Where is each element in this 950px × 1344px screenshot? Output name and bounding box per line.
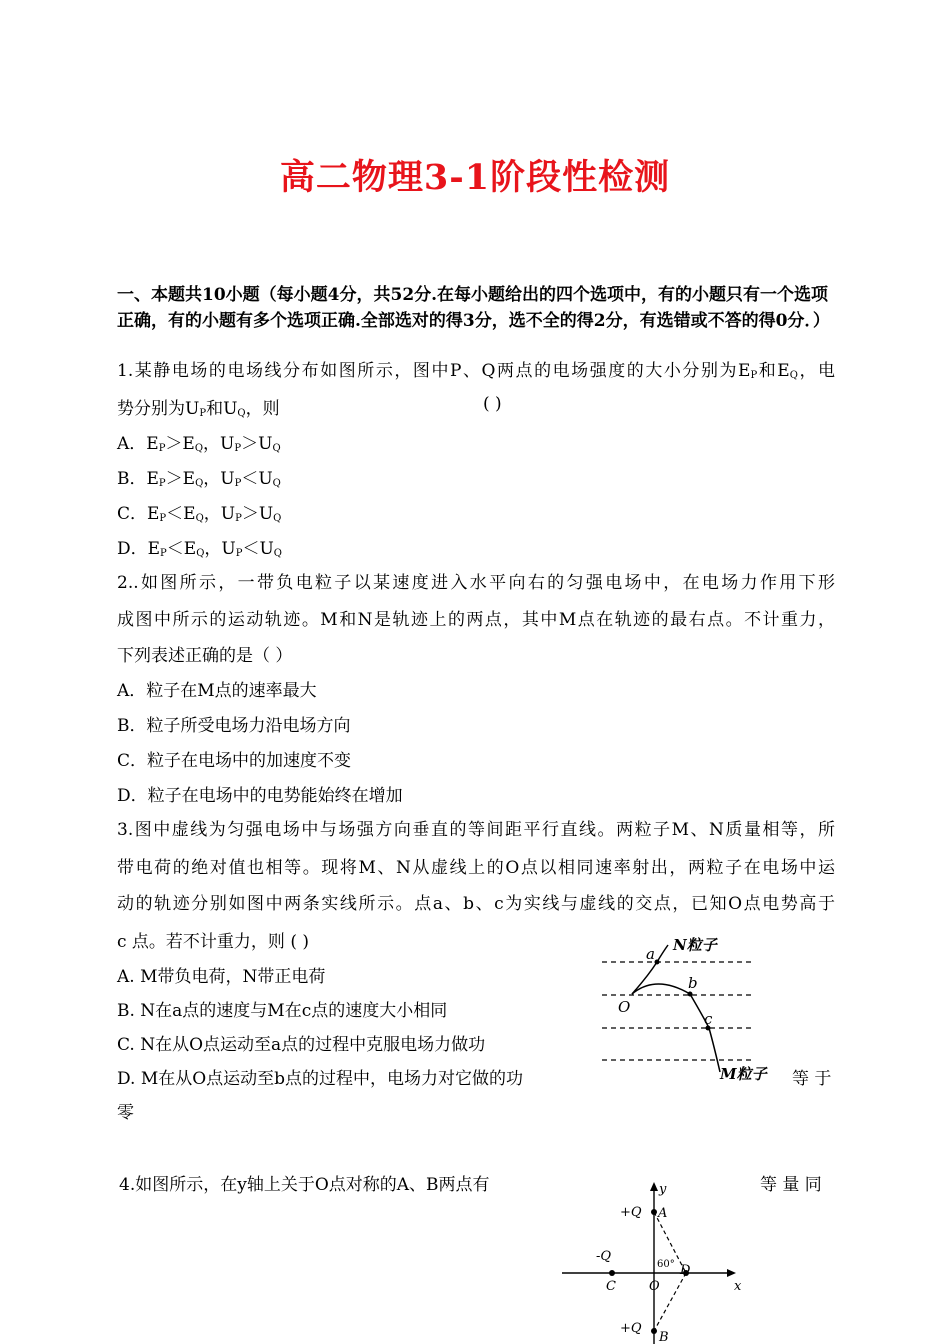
section-instructions: 一、本题共10小题（每小题4分，共52分.在每小题给出的四个选项中，有的小题只有一个选项正确，有的小题有多个选项正确.全部选对的得3分，选不全的得2分，有选错或不答的得0分．）	[117, 285, 830, 331]
q3-option-c: C. N在从O点运动至a点的过程中克服电场力做功	[117, 1035, 486, 1055]
label-o: O	[649, 1279, 660, 1294]
q3-option-d: D. M在从O点运动至b点的过程中，电场力对它做的功	[117, 1069, 524, 1089]
q2-option-a: A．粒子在M点的速率最大	[117, 681, 317, 701]
point-a	[655, 960, 660, 965]
q2-option-b: B．粒子所受电场力沿电场方向	[117, 716, 351, 736]
q3-line1: 3.图中虚线为匀强电场中与场强方向垂直的等间距平行直线。两粒子M、N质量相等，所	[117, 820, 835, 840]
charge-b	[651, 1328, 657, 1334]
point-b	[688, 992, 693, 997]
q1-option-c: C．$E_P<E_Q$，$U_P>U_Q$	[117, 504, 282, 524]
q1-answer-bracket: ( )	[483, 394, 502, 414]
q2-line3: 下列表述正确的是（ ）	[117, 646, 293, 666]
label-b: B	[659, 1330, 669, 1344]
q3-option-b: B. N在a点的速度与M在c点的速度大小相同	[117, 1001, 448, 1021]
label-o: O	[618, 998, 631, 1016]
q2-option-d: D．粒子在电场中的电势能始终在增加	[117, 786, 403, 806]
label-minus-q: -Q	[596, 1249, 612, 1264]
q2-line2: 成图中所示的运动轨迹。M和N是轨迹上的两点，其中M点在轨迹的最右点。不计重力，	[117, 610, 835, 630]
q1-option-a: A．$E_P>E_Q$，$U_P>U_Q$	[117, 434, 281, 454]
label-plus-q-top: +Q	[620, 1205, 642, 1220]
label-m-particle: M粒子	[720, 1065, 767, 1083]
q1-option-b: B．$E_P>E_Q$，$U_P<U_Q$	[117, 469, 281, 489]
q3-line2: 带电荷的绝对值也相等。现将M、N从虚线上的O点以相同速率射出，两粒子在电场中运	[117, 858, 835, 878]
q3-option-a: A. M带负电荷，N带正电荷	[117, 967, 326, 987]
label-a: A	[658, 1206, 668, 1221]
q3-line4: c 点。若不计重力，则 ( )	[117, 932, 309, 952]
label-c: C	[606, 1279, 616, 1294]
q1-line2: 势分别为$U_P$和$U_Q$，则	[117, 399, 280, 419]
q4-charge-figure	[558, 1180, 758, 1344]
q3-line3: 动的轨迹分别如图中两条实线所示。点a、b、c为实线与虚线的交点，已知O点电势高于	[117, 894, 835, 914]
label-angle: 60°	[657, 1259, 675, 1270]
label-b: b	[688, 974, 698, 992]
y-axis-arrow	[650, 1182, 658, 1191]
page-title: 高二物理3-1阶段性检测	[279, 157, 671, 198]
label-y: y	[659, 1182, 667, 1197]
label-c: c	[704, 1010, 713, 1028]
x-axis-arrow	[727, 1269, 736, 1277]
q2-option-c: C．粒子在电场中的加速度不变	[117, 751, 352, 771]
q1-line1: 1.某静电场的电场线分布如图所示，图中P、Q两点的电场强度的大小分别为$E_P$和$E_Q$，电	[117, 361, 836, 381]
point-c	[609, 1270, 615, 1276]
q2-line1: 2..如图所示，一带负电粒子以某速度进入水平向右的匀强电场中，在电场力作用下形	[117, 573, 835, 593]
q4-line1: 4.如图所示，在y轴上关于O点对称的A、B两点有	[119, 1175, 490, 1195]
q1-option-d: D．$E_P<E_Q$，$U_P<U_Q$	[117, 539, 282, 559]
q3-trajectory-figure	[596, 932, 786, 1084]
q3-option-d-tail: 等 于	[792, 1069, 832, 1089]
label-x: x	[734, 1279, 742, 1294]
label-n-particle: N粒子	[673, 936, 717, 954]
label-d: D	[680, 1263, 691, 1278]
charge-a	[651, 1209, 657, 1215]
q4-line1-tail: 等 量 同	[760, 1175, 822, 1195]
q3-option-d-end: 零	[117, 1103, 134, 1123]
label-plus-q-bottom: +Q	[620, 1321, 642, 1336]
label-a: a	[646, 945, 655, 963]
